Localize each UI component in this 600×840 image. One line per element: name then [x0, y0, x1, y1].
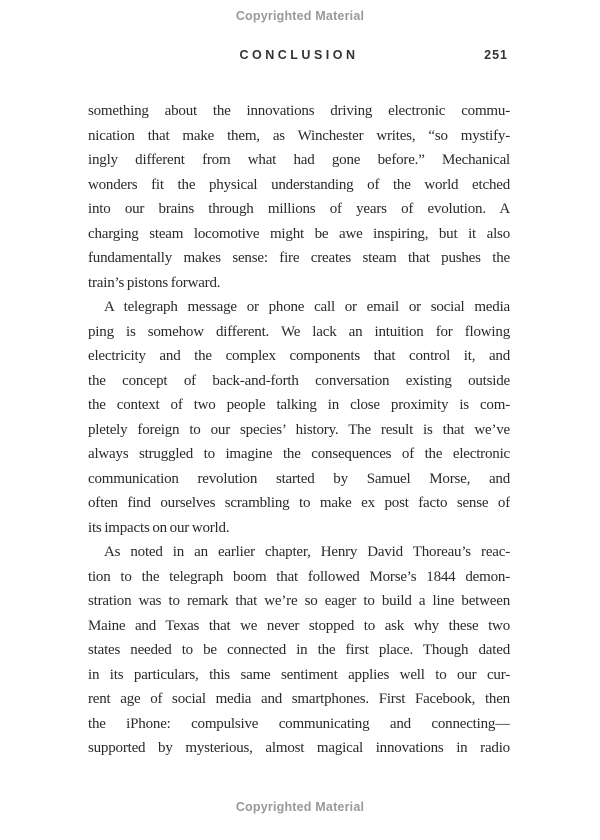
text-line: something about the innovations driving electronic commu- — [88, 103, 510, 119]
copyright-notice-top: Copyrighted Material — [235, 9, 365, 23]
text-line: train’s pistons forward. — [88, 274, 221, 291]
text-line: the concept of back-and-forth conversation existing outside — [88, 372, 510, 389]
text-line: As noted in an earlier chapter, Henry David Thoreau’s reac- — [104, 544, 510, 560]
text-line: ping is somehow different. We lack an intuition for flowing — [88, 323, 510, 340]
chapter-title: CONCLUSION — [239, 48, 359, 62]
text-line: A telegraph message or phone call or email or social media — [104, 299, 510, 315]
copyright-notice-bottom: Copyrighted Material — [235, 800, 365, 814]
text-line: states needed to be connected in the first place. Though dated — [88, 642, 510, 658]
text-line: the context of two people talking in close proximity is com- — [88, 397, 510, 413]
running-head — [88, 48, 510, 64]
text-line: charging steam locomotive might be awe inspiring, but it also — [88, 225, 510, 242]
body-text — [88, 99, 510, 761]
text-line: pletely foreign to our species’ history. The result is that we’ve — [88, 421, 510, 438]
text-line: supported by mysterious, almost magical innovations in radio — [88, 740, 510, 756]
paragraph-3 — [88, 540, 510, 761]
text-line: communication revolution started by Samuel Morse, and — [88, 470, 510, 487]
text-line: stration was to remark that we’re so eager to build a line between — [88, 593, 510, 609]
text-line: always struggled to imagine the consequences of the electronic — [88, 446, 510, 462]
text-line: ingly different from what had gone before.” Mechanical — [88, 152, 510, 168]
paragraph-2 — [88, 295, 510, 540]
text-line: tion to the telegraph boom that followed Morse’s 1844 demon- — [88, 568, 510, 585]
text-line: often find ourselves scrambling to make ex post facto sense of — [88, 495, 510, 511]
paragraph-1 — [88, 99, 510, 295]
text-line: electricity and the complex components that control it, and — [88, 348, 510, 364]
text-line: wonders fit the physical understanding of the world etched — [88, 176, 510, 193]
text-line: rent age of social media and smartphones. First Facebook, then — [88, 691, 510, 707]
text-line: into our brains through millions of years of evolution. A — [88, 201, 510, 217]
text-line: fundamentally makes sense: fire creates steam that pushes the — [88, 250, 510, 266]
text-line: the iPhone: compulsive communicating and connecting— — [88, 715, 510, 732]
text-line: in its particulars, this same sentiment applies well to our cur- — [88, 666, 510, 683]
page-number: 251 — [484, 48, 508, 62]
text-line: its impacts on our world. — [88, 519, 230, 536]
text-line: nication that make them, as Winchester writes, “so mystify- — [88, 127, 510, 144]
text-line: Maine and Texas that we never stopped to ask why these two — [88, 617, 510, 634]
